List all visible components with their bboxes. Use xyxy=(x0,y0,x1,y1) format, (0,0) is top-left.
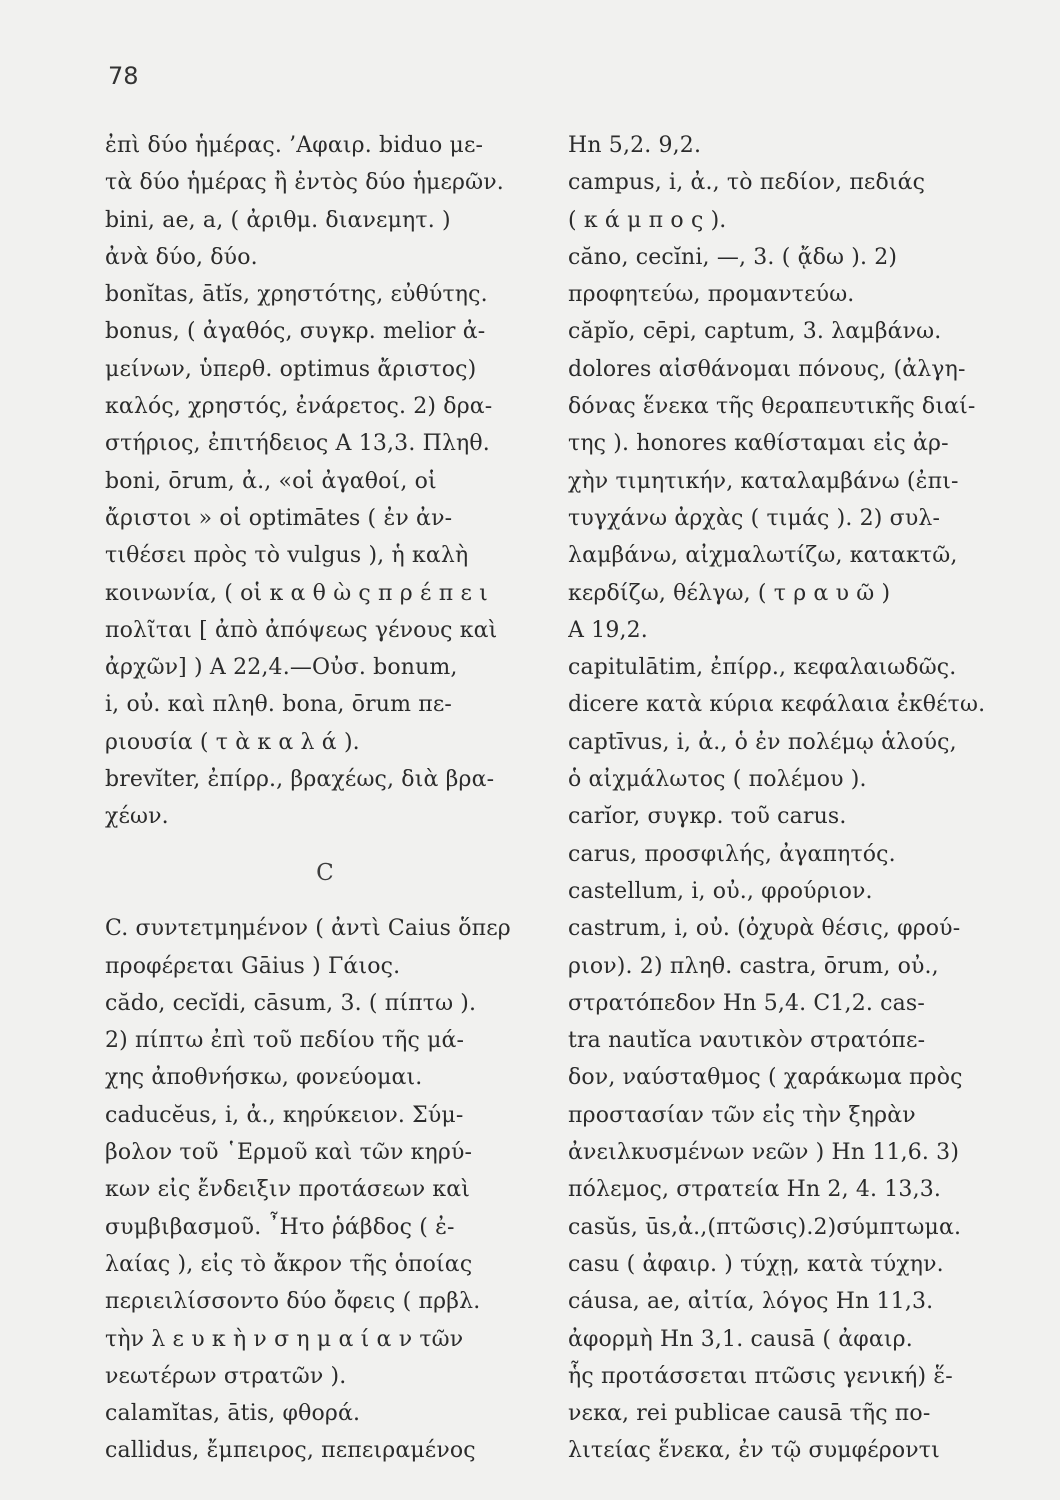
dictionary-line: Hn 5,2. 9,2. xyxy=(568,133,702,158)
dictionary-line: προφητεύω, προμαντεύω. xyxy=(568,282,855,308)
dictionary-line: 2) πίπτω ἐπὶ τοῦ πεδίου τῆς μά- xyxy=(105,1028,465,1054)
dictionary-line: dolores αἰσθάνομαι πόνους, (ἀλγη- xyxy=(568,356,966,382)
dictionary-line: χὴν τιμητικήν, καταλαμβάνω (ἐπι- xyxy=(568,468,959,494)
dictionary-line: ἐπὶ δύο ἡμέρας. ’Αφαιρ. biduo με- xyxy=(105,133,484,158)
dictionary-line: i, οὐ. καὶ πληθ. bona, ōrum πε- xyxy=(105,692,452,718)
dictionary-line: ριουσία ( τ ὰ κ α λ ά ). xyxy=(105,729,360,755)
dictionary-line: carus, προσφιλής, ἀγαπητός. xyxy=(568,841,896,867)
dictionary-line: δόνας ἕνεκα τῆς θεραπευτικῆς διαί- xyxy=(568,394,976,420)
dictionary-line: ἀρχῶν] ) A 22,4.—Οὐσ. bonum, xyxy=(105,655,458,681)
dictionary-line: πόλεμος, στρατεία Hn 2, 4. 13,3. xyxy=(568,1177,942,1203)
dictionary-line: τιθέσει πρὸς τὸ vulgus ), ἡ καλὴ xyxy=(105,543,469,569)
dictionary-line: κερδίζω, θέλγω, ( τ ρ α υ ῶ ) xyxy=(568,580,891,606)
dictionary-line: caducĕus, i, ἀ., κηρύκειον. Σύμ- xyxy=(105,1102,464,1128)
dictionary-line: cădo, cecĭdi, cāsum, 3. ( πίπτω ). xyxy=(105,990,477,1016)
dictionary-line: căno, cecĭni, —, 3. ( ᾄδω ). 2) xyxy=(568,244,898,270)
dictionary-line: χης ἀποθνήσκω, φονεύομαι. xyxy=(105,1065,423,1091)
dictionary-line: ὁ αἰχμάλωτος ( πολέμου ). xyxy=(568,767,867,793)
dictionary-line: calamĭtas, ātis, φθορά. xyxy=(105,1401,361,1427)
dictionary-line: casŭs, ūs,ἀ.,(πτῶσις).2)σύμπτωμα. xyxy=(568,1214,962,1240)
dictionary-line: campus, i, ἀ., τὸ πεδίον, πεδιάς xyxy=(568,170,926,196)
dictionary-line: capitulātim, ἐπίρρ., κεφαλαιωδῶς. xyxy=(568,655,957,681)
section-letter-heading: C xyxy=(316,859,334,886)
dictionary-line: στρατόπεδον Hn 5,4. C1,2. cas- xyxy=(568,990,925,1016)
page-number: 78 xyxy=(108,62,139,90)
dictionary-line: bonĭtas, ātĭs, χρηστότης, εὐθύτης. xyxy=(105,282,488,308)
left-column xyxy=(105,127,545,1470)
dictionary-line: της ). honores καθίσταμαι εἰς ἀρ- xyxy=(568,431,949,457)
dictionary-line: bini, ae, a, ( ἀριθμ. διανεμητ. ) xyxy=(105,207,451,233)
dictionary-line: boni, ōrum, ἀ., «οἱ ἀγαθοί, οἱ xyxy=(105,468,437,494)
dictionary-line: δον, ναύσταθμος ( χαράκωμα πρὸς xyxy=(568,1065,963,1091)
dictionary-line: castellum, i, οὐ., φρούριον. xyxy=(568,878,873,904)
right-column xyxy=(568,127,1008,1470)
left-column-after-section xyxy=(105,910,545,1469)
dictionary-line: carĭor, συγκρ. τοῦ carus. xyxy=(568,804,847,830)
dictionary-line: ἧς προτάσσεται πτῶσις γενική) ἕ- xyxy=(568,1363,953,1389)
dictionary-line: cáusa, ae, αἰτία, λόγος Hn 11,3. xyxy=(568,1289,934,1315)
dictionary-line: C. συντετμημένον ( ἀντὶ Caius ὅπερ xyxy=(105,916,511,942)
dictionary-line: captīvus, i, ἀ., ὁ ἐν πολέμῳ ἁλούς, xyxy=(568,729,957,755)
dictionary-line: λαίας ), εἰς τὸ ἄκρον τῆς ὁποίας xyxy=(105,1251,473,1277)
dictionary-line: tra nautĭca ναυτικὸν στρατόπε- xyxy=(568,1028,926,1054)
dictionary-line: προστασίαν τῶν εἰς τὴν ξηρὰν xyxy=(568,1102,916,1128)
dictionary-line: ἀφορμὴ Hn 3,1. causā ( ἀφαιρ. xyxy=(568,1326,913,1352)
dictionary-line: κοινωνία, ( οἱ κ α θ ὼ ς π ρ έ π ε ι xyxy=(105,580,488,606)
dictionary-line: νεωτέρων στρατῶν ). xyxy=(105,1363,347,1389)
dictionary-line: λιτείας ἕνεκα, ἐν τῷ συμφέροντι xyxy=(568,1438,940,1464)
dictionary-line: dicere κατὰ κύρια κεφάλαια ἐκθέτω. xyxy=(568,692,986,718)
dictionary-line: καλός, χρηστός, ἐνάρετος. 2) δρα- xyxy=(105,394,493,420)
dictionary-line: συμβιβασμοῦ. ῏Ητο ῥάβδος ( ἐ- xyxy=(105,1214,455,1240)
dictionary-line: ἄριστοι » οἱ optimātes ( ἐν ἀν- xyxy=(105,505,453,531)
dictionary-line: τὴν λ ε υ κ ὴ ν σ η μ α ί α ν τῶν xyxy=(105,1326,464,1352)
dictionary-line: προφέρεται Gāius ) Γάιος. xyxy=(105,953,401,979)
dictionary-line: brevĭter, ἐπίρρ., βραχέως, διὰ βρα- xyxy=(105,767,495,793)
dictionary-line: ριον). 2) πληθ. castra, ōrum, οὐ., xyxy=(568,953,939,979)
dictionary-line: τὰ δύο ἡμέρας ἢ ἐντὸς δύο ἡμερῶν. xyxy=(105,170,504,196)
dictionary-line: τυγχάνω ἀρχὰς ( τιμάς ). 2) συλ- xyxy=(568,505,941,531)
dictionary-line: νεκα, rei publicae causā τῆς πο- xyxy=(568,1401,931,1427)
dictionary-line: περιειλίσσοντο δύο ὄφεις ( πρβλ. xyxy=(105,1289,481,1315)
dictionary-line: bonus, ( ἀγαθός, συγκρ. melior ἀ- xyxy=(105,319,486,345)
dictionary-line: κων εἰς ἔνδειξιν προτάσεων καὶ xyxy=(105,1177,471,1203)
dictionary-line: casu ( ἀφαιρ. ) τύχῃ, κατὰ τύχην. xyxy=(568,1251,944,1277)
dictionary-line: căpĭo, cēpi, captum, 3. λαμβάνω. xyxy=(568,319,942,345)
dictionary-line: ἀνὰ δύο, δύο. xyxy=(105,244,258,270)
dictionary-line: πολῖται [ ἀπὸ ἀπόψεως γένους καὶ xyxy=(105,617,498,643)
dictionary-line: castrum, i, οὐ. (ὀχυρὰ θέσις, φρού- xyxy=(568,916,961,942)
dictionary-line: ἀνειλκυσμένων νεῶν ) Hn 11,6. 3) xyxy=(568,1140,960,1166)
dictionary-line: A 19,2. xyxy=(568,617,648,643)
dictionary-line: χέων. xyxy=(105,804,169,830)
left-column-before-section xyxy=(105,127,545,836)
dictionary-line: βολον τοῦ ῾Ερμοῦ καὶ τῶν κηρύ- xyxy=(105,1140,473,1166)
dictionary-line: callidus, ἔμπειρος, πεπειραμένος xyxy=(105,1438,476,1464)
dictionary-line: λαμβάνω, αἰχμαλωτίζω, κατακτῶ, xyxy=(568,543,958,569)
dictionary-line: μείνων, ὑπερθ. optimus ἄριστος) xyxy=(105,356,477,382)
dictionary-line: στήριος, ἐπιτήδειος A 13,3. Πληθ. xyxy=(105,431,490,457)
dictionary-line: ( κ ά μ π ο ς ). xyxy=(568,207,727,233)
